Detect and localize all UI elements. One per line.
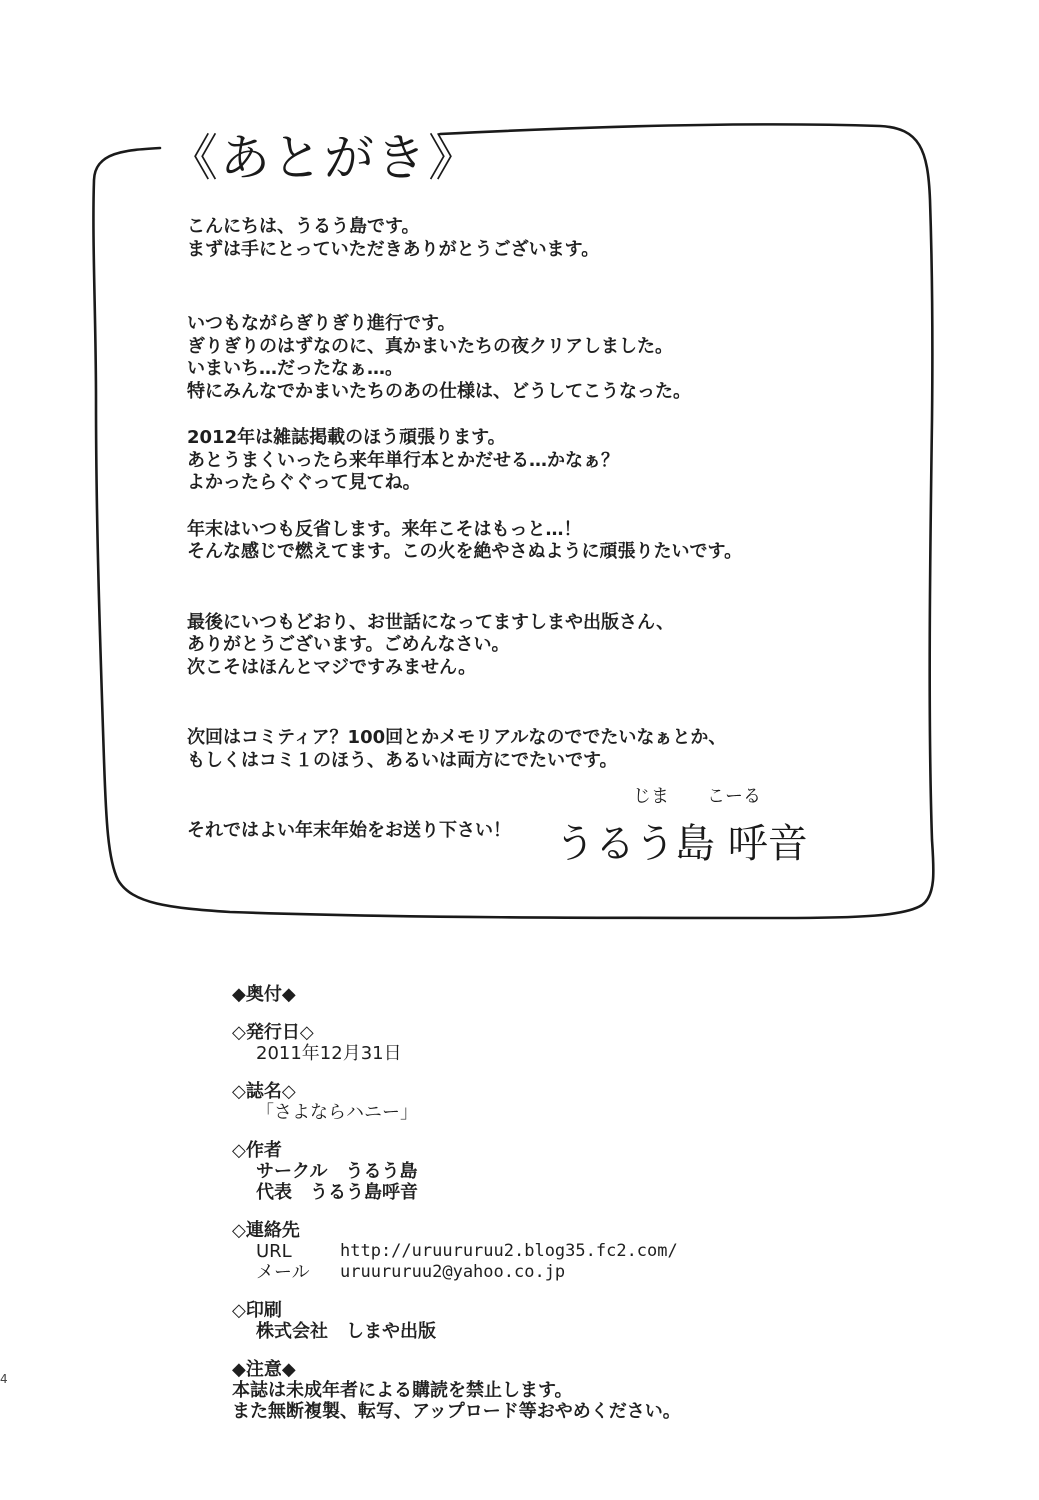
title-label: ◇誌名◇ — [232, 1081, 296, 1102]
notice-line: 本誌は未成年者による購読を禁止します。 — [232, 1380, 573, 1401]
notice-line: また無断複製、転写、アップロード等おやめください。 — [232, 1401, 681, 1422]
url-label: URL — [256, 1241, 292, 1262]
signature-ruby: じま — [633, 786, 669, 807]
text-line: 特にみんなでかまいたちのあの仕様は、どうしてこうなった。 — [187, 380, 691, 402]
colophon-heading: ◆奥付◆ — [232, 984, 296, 1005]
text-line: まずは手にとっていただきありがとうございます。 — [187, 238, 600, 260]
text-line: もしくはコミ１のほう、あるいは両方にでたいです。 — [187, 749, 618, 771]
text-line: 次回はコミティア？100回とかメモリアルなのででたいなぁとか、 — [187, 727, 727, 748]
issue-date-label: ◇発行日◇ — [232, 1022, 314, 1043]
text-line: 次こそはほんとマジですみません。 — [187, 656, 477, 678]
representative-name: 代表 うるう島呼音 — [256, 1182, 418, 1203]
notice-label: ◆注意◆ — [232, 1359, 296, 1380]
author-label: ◇作者 — [232, 1140, 282, 1161]
text-line: ありがとうございます。ごめんなさい。 — [187, 634, 510, 655]
paragraph-2012 — [187, 427, 907, 495]
book-title: 「さよならハニー」 — [256, 1102, 418, 1123]
contact-section — [232, 1220, 952, 1283]
title-section — [232, 1081, 952, 1123]
text-line: ぎりぎりのはずなのに、真かまいたちの夜クリアしました。 — [187, 335, 673, 357]
text-line: いまいち…だったなぁ…。 — [187, 358, 403, 379]
notice-section — [232, 1359, 952, 1422]
paragraph-reflection — [187, 519, 907, 564]
author-section — [232, 1140, 952, 1203]
signature-text: うるう島 呼音 — [555, 821, 808, 867]
afterword-body — [187, 216, 907, 843]
page-number: 4 — [0, 1372, 8, 1386]
text-line: あとうまくいったら来年単行本とかだせる…かなぁ？ — [187, 449, 619, 471]
printer-label: ◇印刷 — [232, 1300, 282, 1321]
url-link[interactable]: http://uruururuu2.blog35.fc2.com/ — [340, 1241, 678, 1261]
author-signature — [555, 786, 808, 869]
paragraph-greeting — [187, 216, 907, 261]
text-line: よかったらぐぐって見てね。 — [187, 472, 421, 493]
text-line: こんにちは、うるう島です。 — [187, 216, 420, 237]
circle-name: サークル うるう島 — [256, 1161, 418, 1182]
afterword-title: 《あとがき》 — [168, 129, 480, 187]
text-line: それではよい年末年始をお送り下さい！ — [187, 820, 511, 841]
issue-date-section — [232, 1022, 952, 1064]
contact-label: ◇連絡先 — [232, 1220, 300, 1241]
text-line: 最後にいつもどおり、お世話になってますしまや出版さん、 — [187, 611, 675, 633]
mail-label: メール — [256, 1262, 310, 1283]
text-line: 2012年は雑誌掲載のほう頑張ります。 — [187, 427, 506, 448]
text-line: 年末はいつも反省します。来年こそはもっと…！ — [187, 518, 582, 540]
text-line: いつもながらぎりぎり進行です。 — [187, 313, 456, 334]
printer-section — [232, 1300, 952, 1342]
paragraph-thanks — [187, 612, 907, 680]
text-line: そんな感じで燃えてます。この火を絶やさぬように頑張りたいです。 — [187, 541, 743, 562]
paragraph-next-event — [187, 727, 907, 772]
issue-date: 2011年12月31日 — [256, 1043, 402, 1064]
paragraph-progress — [187, 313, 907, 403]
printer-name: 株式会社 しまや出版 — [256, 1321, 436, 1342]
signature-ruby: こーる — [707, 786, 761, 807]
colophon — [232, 984, 952, 1439]
mail-address[interactable]: uruururuu2@yahoo.co.jp — [340, 1262, 566, 1282]
